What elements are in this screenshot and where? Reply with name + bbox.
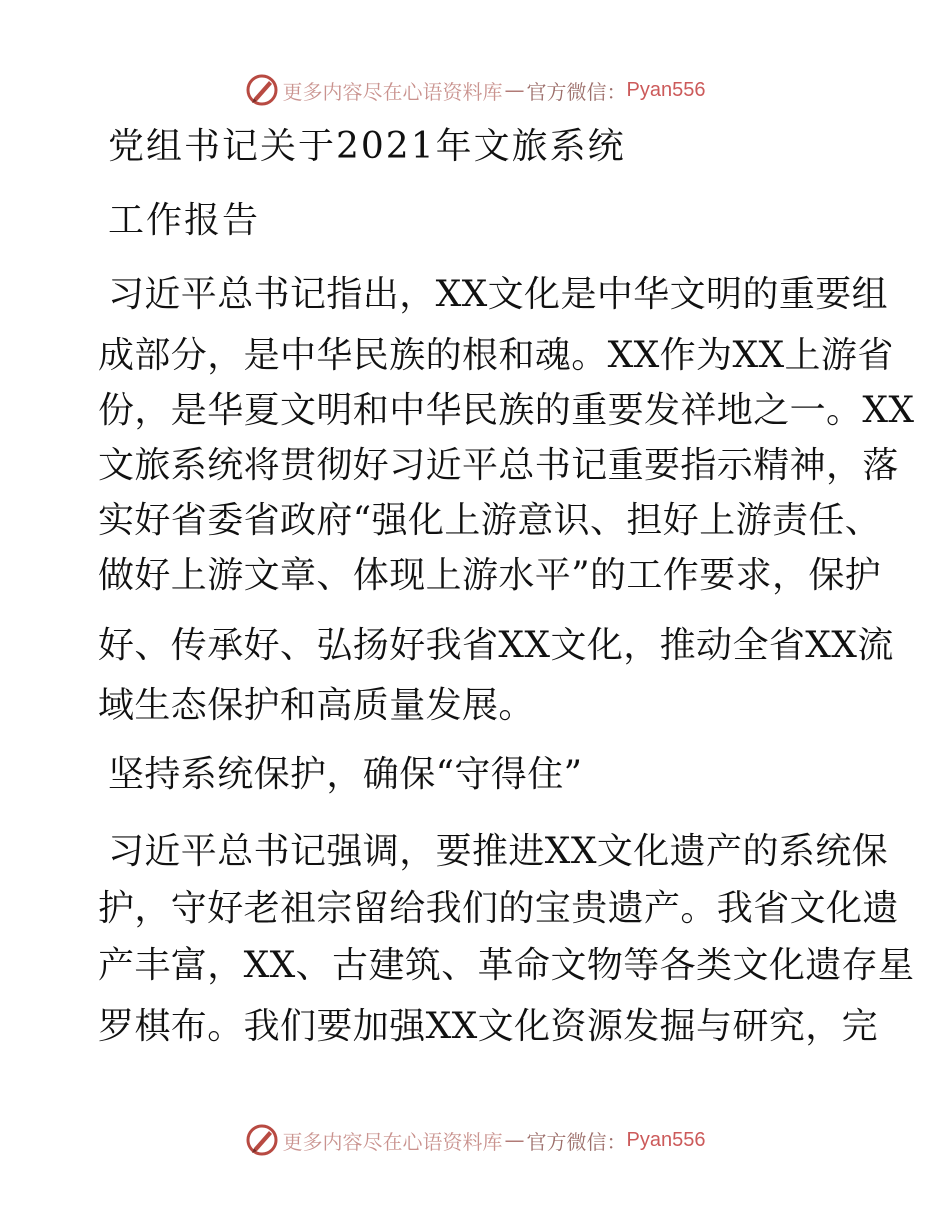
paragraph-2-line: 护，守好老祖宗留给我们的宝贵遗产。我省文化遗 xyxy=(98,888,899,929)
paragraph-2-line: 产丰富，XX、古建筑、革命文物等各类文化遗存星 xyxy=(98,945,915,986)
watermark-label: 官方微信： xyxy=(526,79,627,104)
paragraph-1-line: 份，是华夏文明和中华民族的重要发祥地之一。XX xyxy=(98,390,915,431)
watermark-text: 更多内容尽在心语资料库 xyxy=(282,1129,503,1154)
paragraph-1-line: 习近平总书记指出，XX文化是中华文明的重要组 xyxy=(108,274,889,315)
paragraph-1-line: 实好省委省政府“强化上游意识、担好上游责任、 xyxy=(98,500,882,541)
watermark-dash: — xyxy=(504,1128,525,1152)
footer-watermark xyxy=(0,1120,950,1160)
watermark-text: 更多内容尽在心语资料库 xyxy=(282,79,503,104)
document-title-line-2: 工作报告 xyxy=(108,200,261,241)
paragraph-1-line: 好、传承好、弘扬好我省XX文化，推动全省XX流 xyxy=(98,625,894,666)
pen-logo-icon xyxy=(245,1123,279,1157)
paragraph-1-line: 成部分，是中华民族的根和魂。XX作为XX上游省 xyxy=(98,335,894,376)
watermark-id: Pyan556 xyxy=(626,78,706,101)
paragraph-2-line: 罗棋布。我们要加强XX文化资源发掘与研究，完 xyxy=(98,1006,879,1047)
pen-logo-icon xyxy=(245,73,279,107)
document-title-line-1: 党组书记关于2021年文旅系统 xyxy=(108,126,626,167)
paragraph-1-line: 文旅系统将贯彻好习近平总书记重要指示精神，落 xyxy=(98,445,899,486)
section-heading: 坚持系统保护，确保“守得住” xyxy=(108,754,583,795)
header-watermark xyxy=(0,70,950,110)
watermark-dash: — xyxy=(504,78,525,102)
paragraph-1-line: 域生态保护和高质量发展。 xyxy=(98,685,535,726)
watermark-id: Pyan556 xyxy=(626,1128,706,1151)
watermark-label: 官方微信： xyxy=(526,1129,627,1154)
paragraph-1-line: 做好上游文章、体现上游水平”的工作要求，保护 xyxy=(98,555,882,596)
paragraph-2-line: 习近平总书记强调，要推进XX文化遗产的系统保 xyxy=(108,831,889,872)
